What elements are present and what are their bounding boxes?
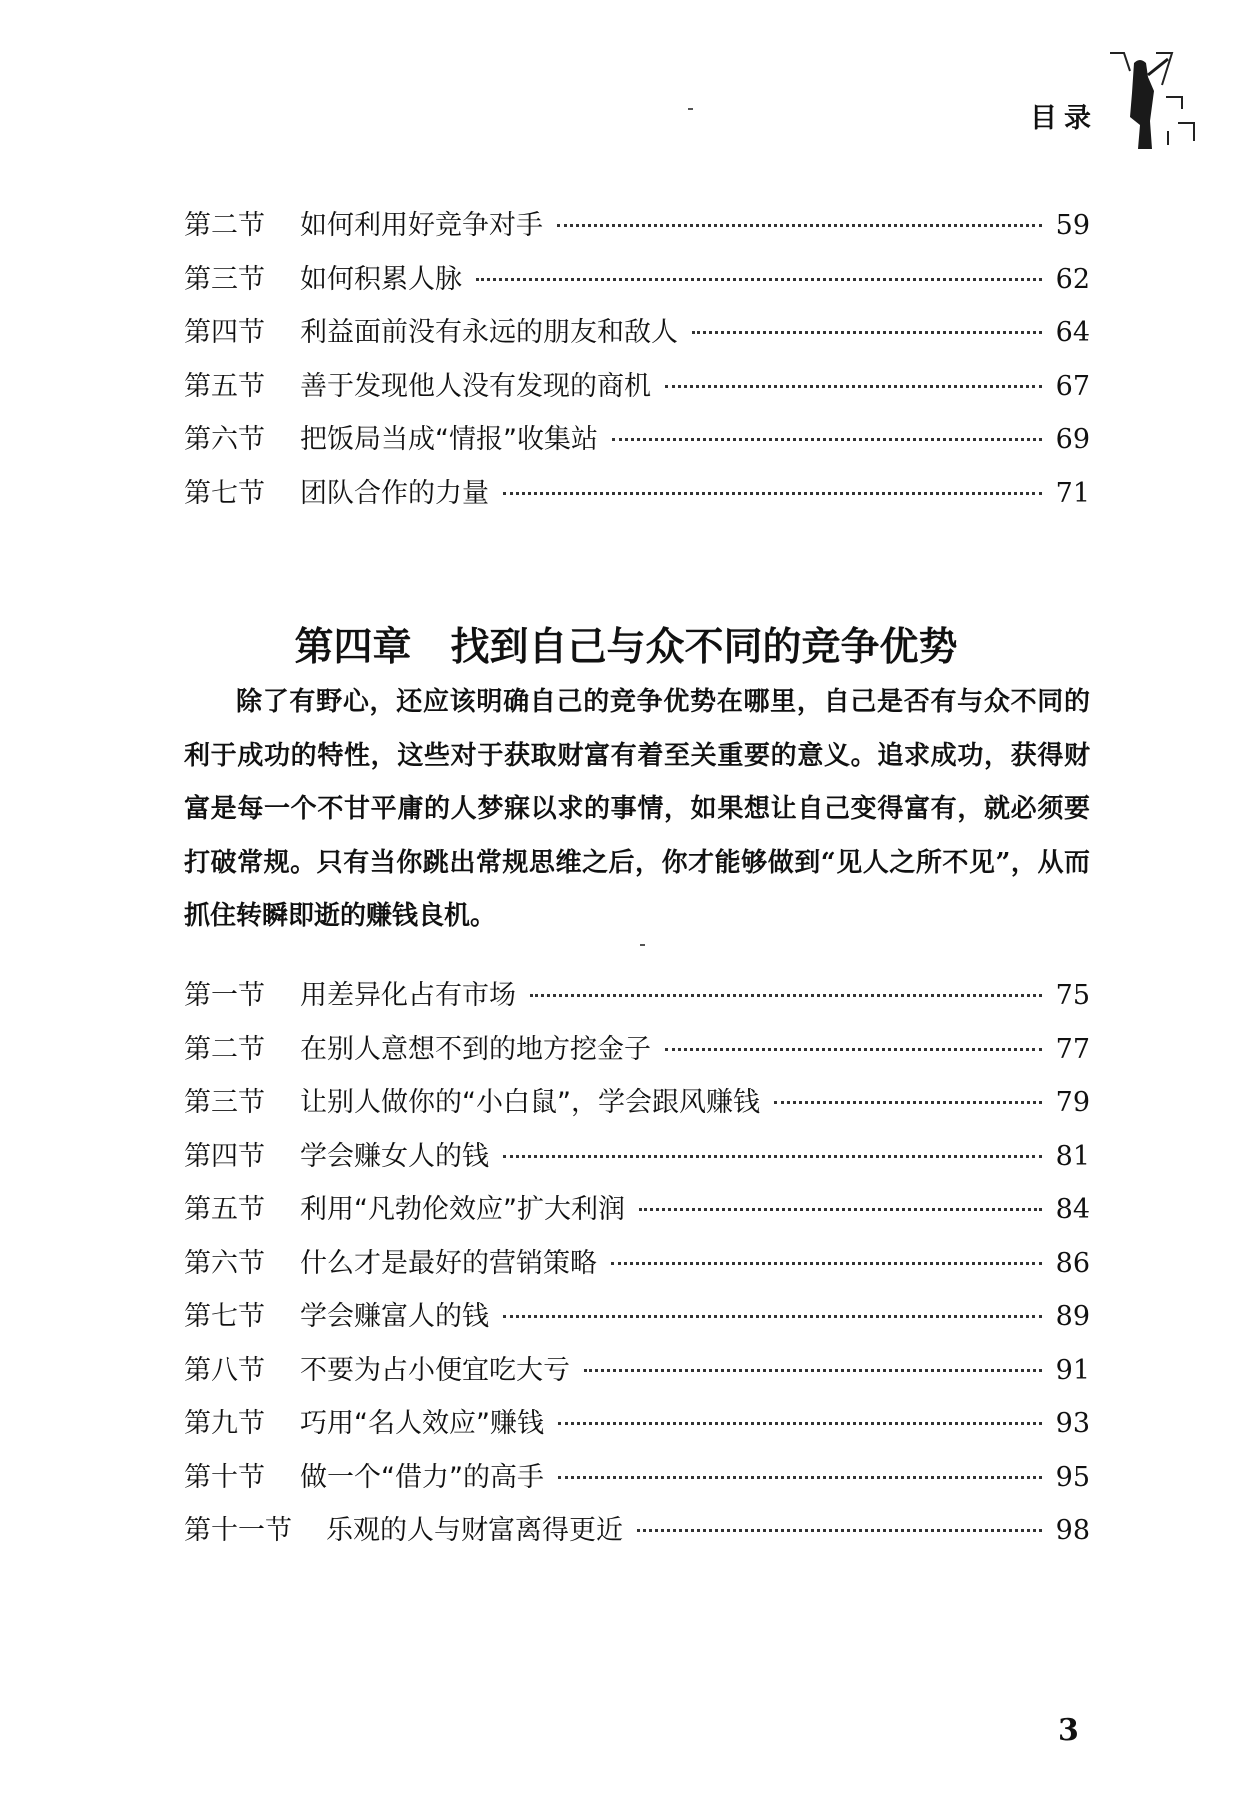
page-reference: 89 [1055,1301,1090,1332]
section-number: 第二节 [184,210,265,241]
page-number: 3 [1058,1713,1079,1748]
scan-speck [640,944,645,946]
dot-leader [692,330,1042,334]
page-reference: 64 [1055,317,1090,348]
section-number: 第四节 [184,1140,265,1172]
dot-leader [611,1261,1042,1265]
toc-entry[interactable] [184,367,1090,421]
toc-entry[interactable] [184,1297,1090,1351]
header-figure-icon [1108,45,1208,165]
page-reference: 86 [1055,1247,1090,1279]
dot-leader [637,1528,1042,1532]
dot-leader [558,1421,1042,1425]
dot-leader [503,1314,1042,1318]
page-reference: 81 [1055,1140,1090,1172]
toc-entry[interactable] [184,1083,1090,1137]
section-title: 在别人意想不到的地方挖金子 [300,1033,651,1065]
page-reference: 75 [1055,980,1090,1011]
page-reference: 79 [1055,1087,1090,1118]
dot-leader [665,1047,1042,1051]
section-title: 乐观的人与财富离得更近 [326,1515,623,1546]
dot-leader [503,1154,1042,1158]
toc-entry[interactable] [184,1511,1090,1565]
chapter-title: 第四章 找到自己与众不同的竞争优势 [294,624,958,671]
page-reference: 71 [1055,477,1090,509]
section-title: 不要为占小便宜吃大亏 [300,1354,570,1386]
dot-leader [774,1100,1042,1104]
section-title: 利益面前没有永远的朋友和敌人 [300,317,678,348]
section-title: 如何积累人脉 [300,263,462,295]
dot-leader [503,491,1042,495]
section-title: 让别人做你的“小白鼠”，学会跟风赚钱 [300,1087,760,1118]
section-title: 善于发现他人没有发现的商机 [300,370,651,402]
toc-entry[interactable] [184,1404,1090,1458]
section-number: 第六节 [184,1247,265,1279]
section-title: 如何利用好竞争对手 [300,210,543,241]
dot-leader [530,993,1042,997]
section-number: 第十节 [184,1461,265,1493]
section-number: 第三节 [184,263,265,295]
section-number: 第八节 [184,1354,265,1386]
page-reference: 98 [1055,1515,1090,1546]
page-reference: 91 [1055,1354,1090,1386]
toc-entry[interactable] [184,474,1090,528]
section-title: 利用“凡勃伦效应”扩大利润 [300,1194,625,1225]
page-reference: 84 [1055,1194,1090,1225]
section-number: 第七节 [184,1301,265,1332]
chapter-intro: 除了有野心，还应该明确自己的竞争优势在哪里，自己是否有与众不同的利于成功的特性，这些对于获取财富有着至关重要的意义。追求成功，获得财富是每一个不甘平庸的人梦寐以求的事情，如果想让自己变得富有，就必须要打破常规。只有当你跳出常规思维之后，你才能够做到“见人之所不见”，从而抓住转瞬即逝的赚钱良机。 [184,687,1090,931]
toc-entry[interactable] [184,1030,1090,1084]
dot-leader [612,437,1042,441]
section-number: 第十一节 [184,1515,292,1546]
toc-entry[interactable] [184,313,1090,367]
page-reference: 77 [1055,1033,1090,1065]
toc-entry[interactable] [184,206,1090,260]
page-reference: 93 [1055,1408,1090,1439]
section-number: 第四节 [184,317,265,348]
section-number: 第九节 [184,1408,265,1439]
page-reference: 69 [1055,424,1090,455]
section-title: 做一个“借力”的高手 [300,1461,544,1493]
section-number: 第二节 [184,1033,265,1065]
dot-leader [557,223,1042,227]
toc-entry[interactable] [184,1190,1090,1244]
toc-entry[interactable] [184,1351,1090,1405]
section-number: 第一节 [184,980,265,1011]
section-title: 学会赚富人的钱 [300,1301,489,1332]
page-reference: 59 [1055,210,1090,241]
toc-entry[interactable] [184,1137,1090,1191]
dot-leader [639,1207,1042,1211]
section-title: 什么才是最好的营销策略 [300,1247,597,1279]
toc-list-previous-chapter [184,206,1090,527]
toc-entry[interactable] [184,1458,1090,1512]
toc-list-chapter-four [184,976,1090,1565]
dot-leader [558,1475,1042,1479]
section-number: 第五节 [184,370,265,402]
page-reference: 67 [1055,370,1090,402]
toc-entry[interactable] [184,976,1090,1030]
section-number: 第七节 [184,477,265,509]
toc-entry[interactable] [184,1244,1090,1298]
scan-speck [688,108,693,110]
section-title: 巧用“名人效应”赚钱 [300,1408,544,1439]
toc-entry[interactable] [184,260,1090,314]
section-title: 把饭局当成“情报”收集站 [300,424,598,455]
section-title: 学会赚女人的钱 [300,1140,489,1172]
section-title: 用差异化占有市场 [300,980,516,1011]
section-number: 第三节 [184,1087,265,1118]
running-header-label: 目录 [1030,103,1098,134]
toc-entry[interactable] [184,420,1090,474]
page-reference: 95 [1055,1461,1090,1493]
dot-leader [665,384,1042,388]
section-number: 第六节 [184,424,265,455]
dot-leader [476,277,1042,281]
section-title: 团队合作的力量 [300,477,489,509]
page-reference: 62 [1055,263,1090,295]
section-number: 第五节 [184,1194,265,1225]
dot-leader [584,1368,1042,1372]
